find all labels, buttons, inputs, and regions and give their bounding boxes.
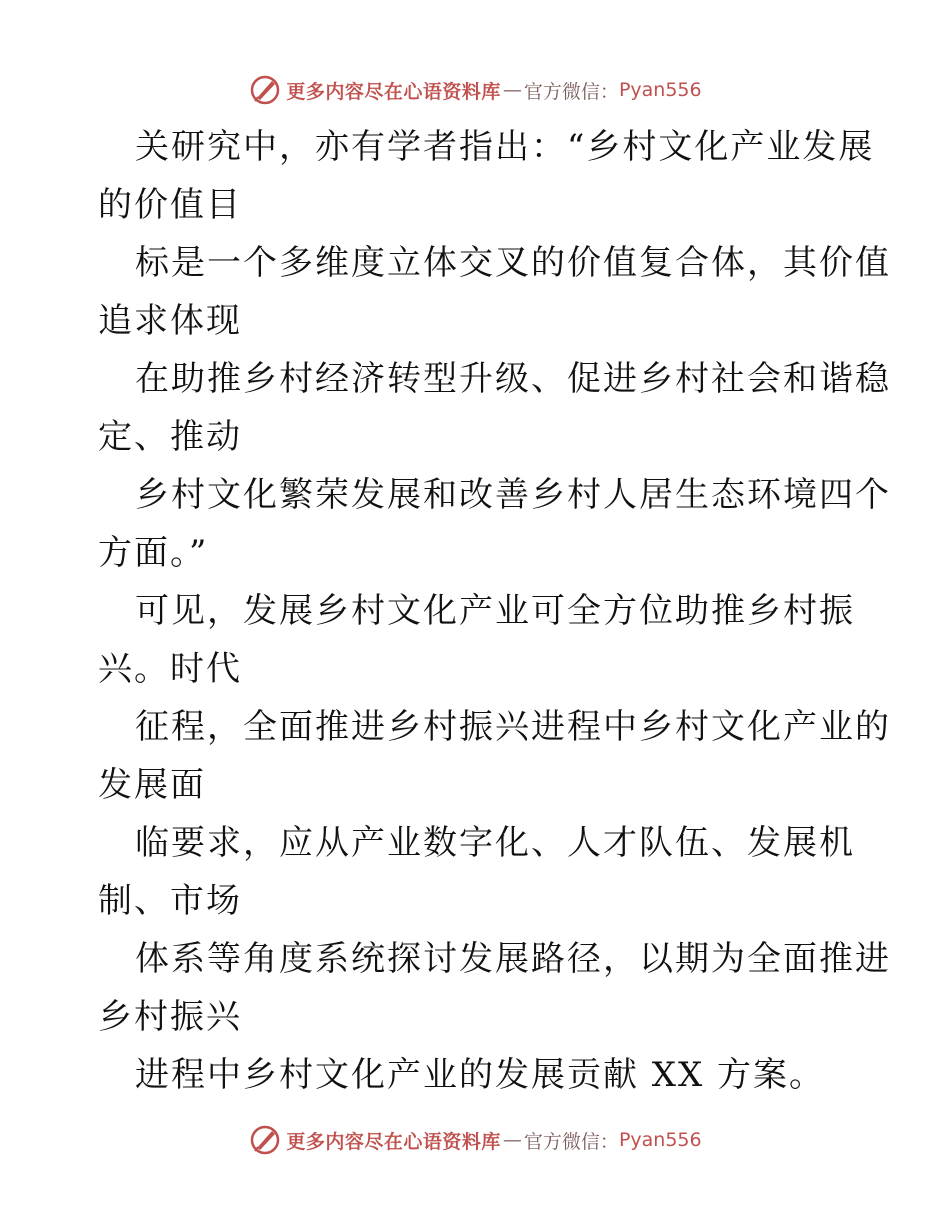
footer-brand-text: 更多内容尽在心语资料库 xyxy=(286,1130,501,1153)
header-wechat-id: Pyan556 xyxy=(618,79,702,101)
body-line: 制、市场 xyxy=(98,881,242,921)
body-line: 体系等角度系统探讨发展路径，以期为全面推进 xyxy=(135,939,891,979)
footer-wechat-label: 官方微信： xyxy=(523,1130,619,1153)
footer-wechat-id: Pyan556 xyxy=(618,1129,702,1151)
footer-separator: — xyxy=(502,1129,522,1151)
body-line: 乡村文化繁荣发展和改善乡村人居生态环境四个 xyxy=(135,475,891,515)
body-line: 征程，全面推进乡村振兴进程中乡村文化产业的 xyxy=(135,707,891,747)
body-line: 的价值目 xyxy=(98,185,242,225)
body-line: 进程中乡村文化产业的发展贡献 XX 方案。 xyxy=(135,1055,826,1095)
body-line: 可见，发展乡村文化产业可全方位助推乡村振 xyxy=(135,591,855,631)
body-line: 在助推乡村经济转型升级、促进乡村社会和谐稳 xyxy=(135,359,891,399)
body-line: 定、推动 xyxy=(98,417,242,457)
header-separator: — xyxy=(502,79,522,101)
header-brand-text: 更多内容尽在心语资料库 xyxy=(286,80,501,103)
body-line: 方面。” xyxy=(98,533,209,573)
quill-pen-logo-icon xyxy=(248,1123,282,1157)
body-line: 追求体现 xyxy=(98,301,242,341)
body-line: 临要求，应从产业数字化、人才队伍、发展机 xyxy=(135,823,855,863)
header-watermark-banner xyxy=(0,70,950,110)
body-line: 乡村振兴 xyxy=(98,997,242,1037)
document-body xyxy=(98,118,891,1104)
body-line: 标是一个多维度立体交叉的价值复合体，其价值 xyxy=(135,243,891,283)
quill-pen-logo-icon xyxy=(248,73,282,107)
header-wechat-label: 官方微信： xyxy=(523,80,619,103)
footer-watermark-banner xyxy=(0,1120,950,1160)
body-line: 发展面 xyxy=(98,765,206,805)
body-line: 关研究中，亦有学者指出：“乡村文化产业发展 xyxy=(135,127,875,167)
body-line: 兴。时代 xyxy=(98,649,242,689)
